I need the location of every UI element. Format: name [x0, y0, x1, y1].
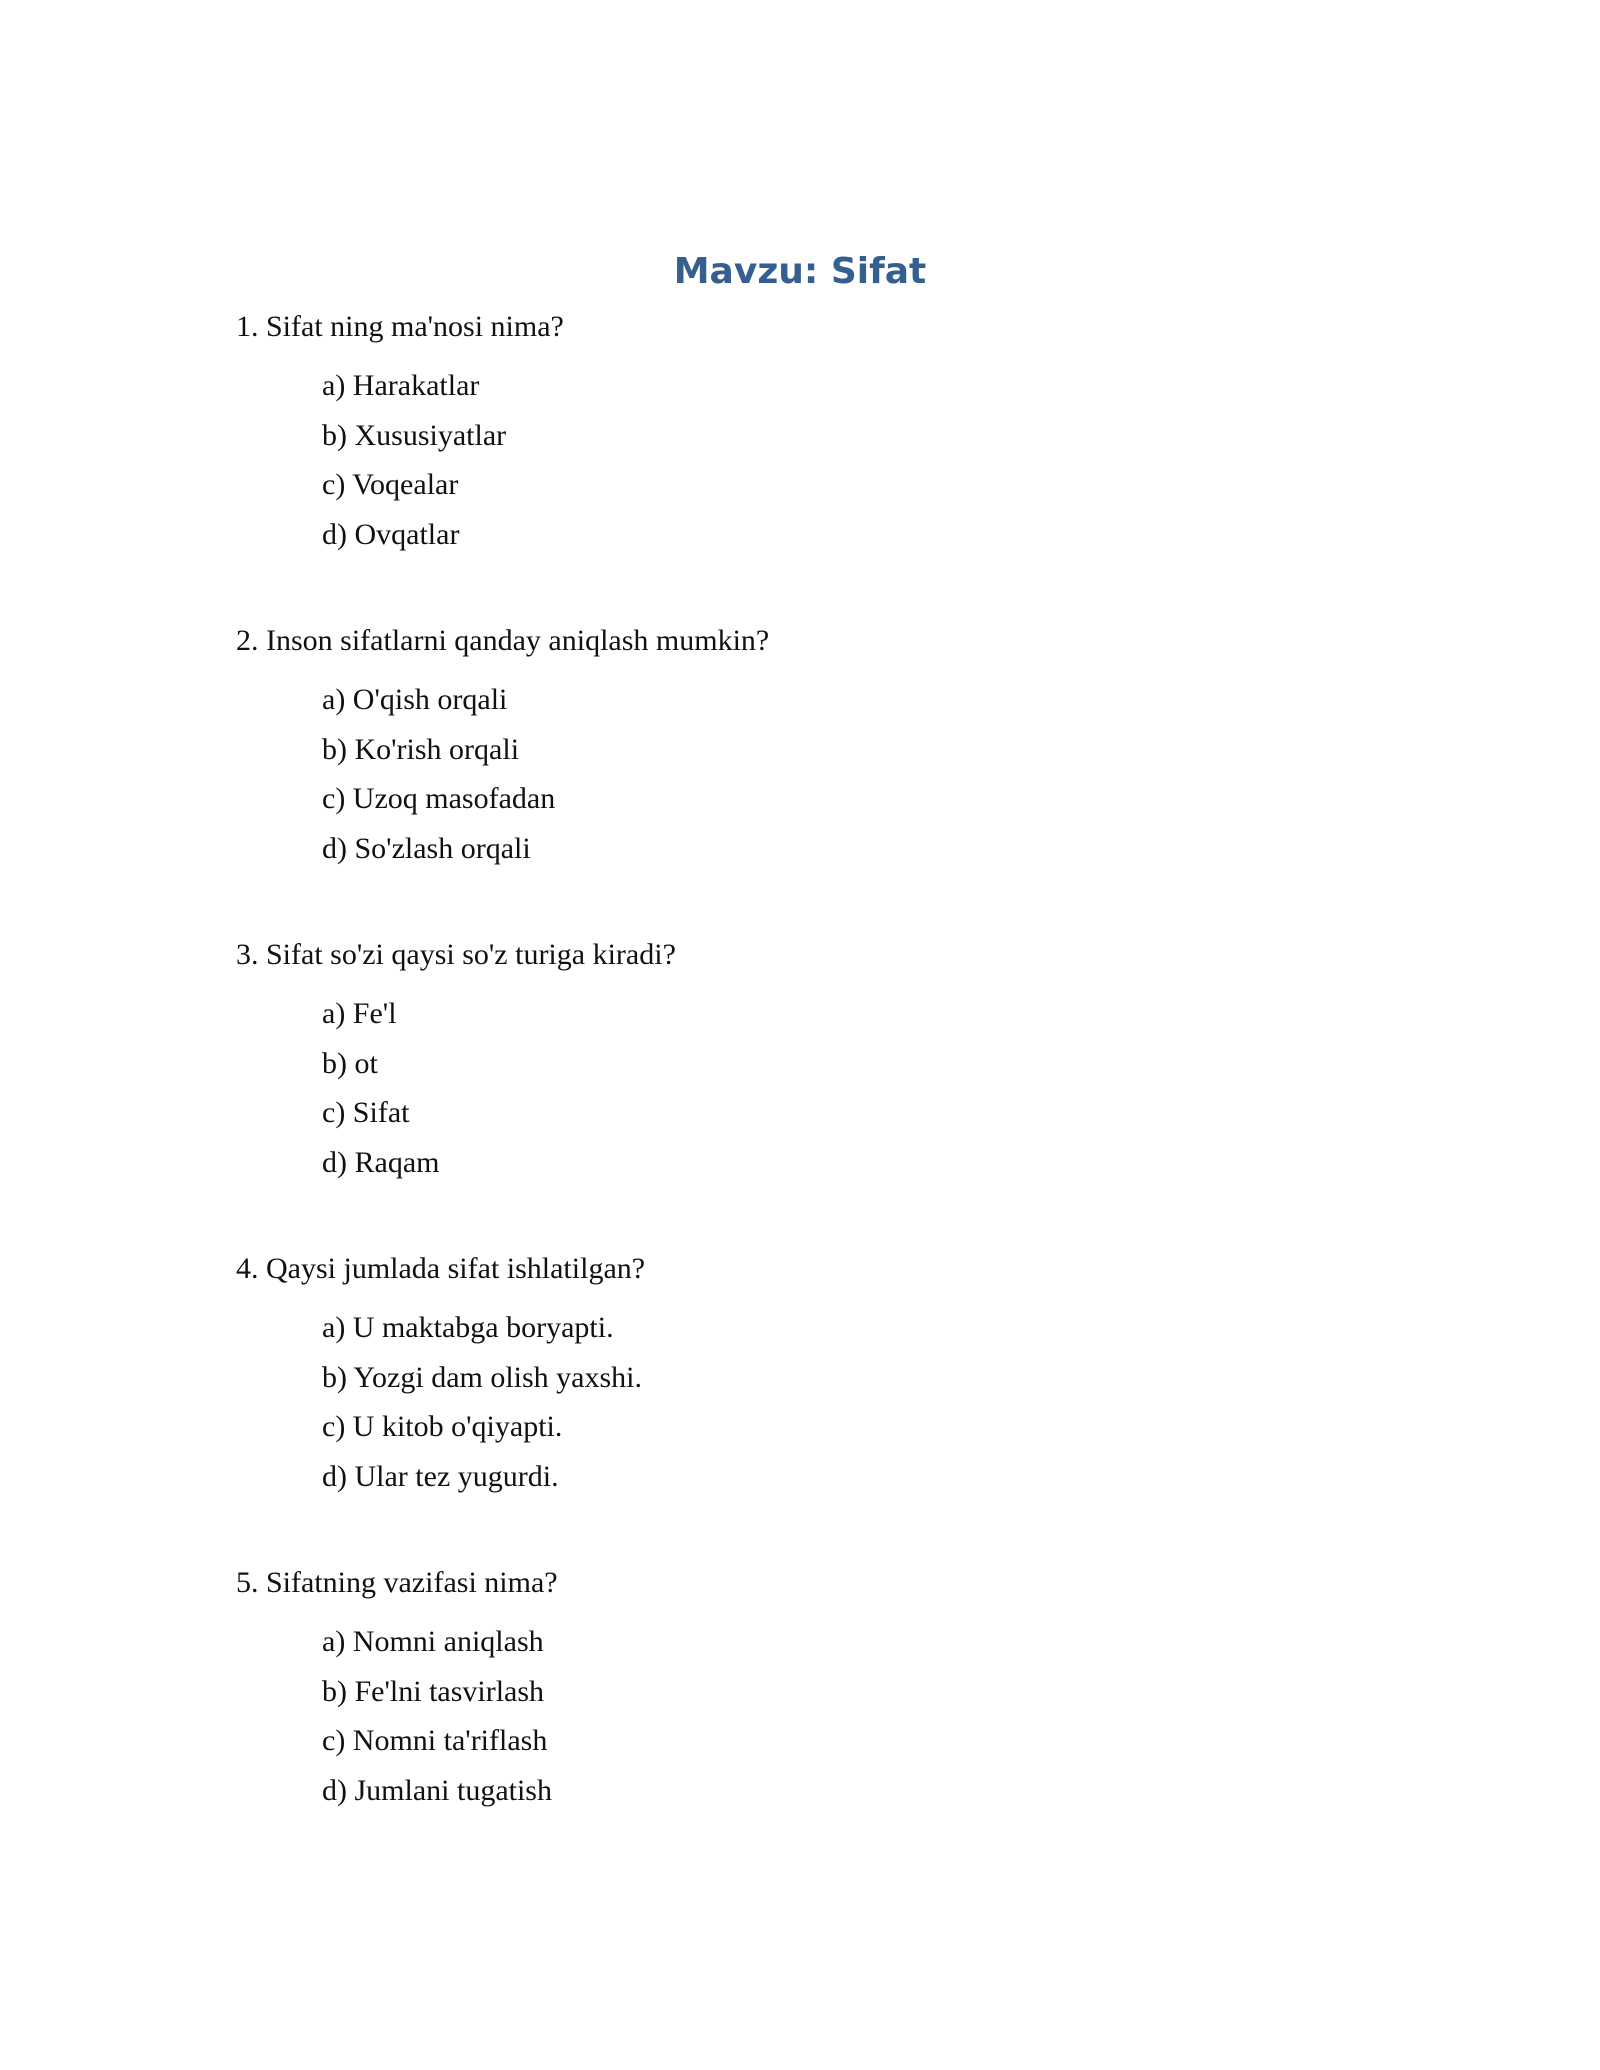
- question-text: 4. Qaysi jumlada sifat ishlatilgan?: [236, 1252, 646, 1285]
- option-d: d) So'zlash orqali: [322, 831, 531, 865]
- question-3: [236, 933, 1386, 1187]
- option-a: a) Fe'l: [322, 997, 397, 1030]
- option-c: c) Sifat: [322, 1096, 410, 1129]
- option-d: d) Jumlani tugatish: [322, 1773, 552, 1807]
- option-list: [236, 361, 1386, 559]
- question-4: [236, 1247, 1386, 1501]
- option-a: a) U maktabga boryapti.: [322, 1311, 614, 1344]
- question-2: [236, 619, 1386, 873]
- option-d: d) Ular tez yugurdi.: [322, 1459, 559, 1493]
- option-list: [236, 989, 1386, 1187]
- option-list: [236, 1303, 1386, 1501]
- question-list: [236, 305, 1386, 1875]
- question-text: 2. Inson sifatlarni qanday aniqlash mumkin?: [236, 624, 770, 657]
- question-1: [236, 305, 1386, 559]
- option-a: a) O'qish orqali: [322, 683, 508, 716]
- option-a: a) Harakatlar: [322, 369, 480, 402]
- option-list: [236, 675, 1386, 873]
- question-text: 5. Sifatning vazifasi nima?: [236, 1566, 558, 1599]
- option-b: b) ot: [322, 1046, 378, 1080]
- option-d: d) Ovqatlar: [322, 517, 460, 551]
- option-c: c) Nomni ta'riflash: [322, 1724, 548, 1757]
- page-title: Mavzu: Sifat: [673, 251, 927, 292]
- option-c: c) Uzoq masofadan: [322, 782, 556, 815]
- option-b: b) Yozgi dam olish yaxshi.: [322, 1360, 643, 1394]
- option-list: [236, 1617, 1386, 1815]
- question-text: 3. Sifat so'zi qaysi so'z turiga kiradi?: [236, 938, 676, 971]
- question-5: [236, 1561, 1386, 1815]
- option-d: d) Raqam: [322, 1145, 440, 1179]
- question-text: 1. Sifat ning ma'nosi nima?: [236, 310, 564, 343]
- option-b: b) Xususiyatlar: [322, 418, 507, 452]
- option-b: b) Ko'rish orqali: [322, 732, 520, 766]
- option-b: b) Fe'lni tasvirlash: [322, 1674, 545, 1708]
- option-c: c) Voqealar: [322, 468, 459, 501]
- option-a: a) Nomni aniqlash: [322, 1625, 544, 1658]
- option-c: c) U kitob o'qiyapti.: [322, 1410, 563, 1443]
